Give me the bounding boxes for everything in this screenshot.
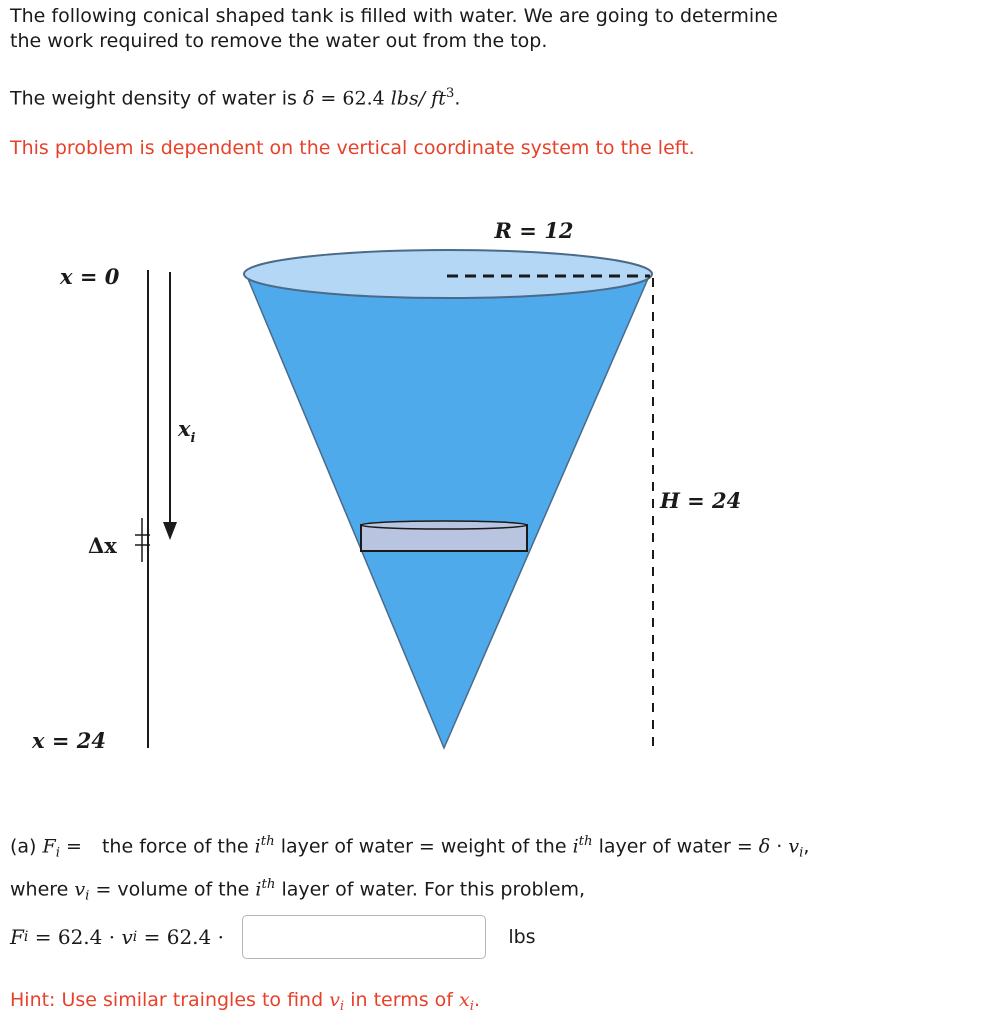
problem-intro <box>10 4 910 54</box>
density-prefix: The weight density of water is <box>10 87 303 110</box>
hint-text: Hint: Use similar traingles to find $v_i$ in terms of $x_i$. <box>10 989 481 1014</box>
x-24-label: x = 24 <box>32 728 106 753</box>
radius-label: R = 12 <box>494 218 574 243</box>
density-suffix: . <box>454 87 461 110</box>
xi-label: $x_i$ <box>178 416 196 446</box>
water-slice-top <box>361 521 527 529</box>
cone-water-body <box>246 274 650 748</box>
coordinate-note: This problem is dependent on the vertical coordinate system to the left. <box>10 137 695 159</box>
cone-tank-figure <box>0 200 990 770</box>
delta-symbol: δ <box>302 87 315 110</box>
part-a-line-1: (a) $F_i$ = the force of the $i^{th}$ layer of water = weight of the $i^{th}$ layer of water = $\delta \cdot v_i$, <box>10 834 810 861</box>
cone-top-surface <box>244 250 652 298</box>
xi-arrowhead-icon <box>163 522 177 540</box>
part-a-statement <box>10 826 985 913</box>
answer-row: F i = 62.4 · v i = 62.4 · lbs <box>10 914 536 960</box>
height-label: H = 24 <box>660 488 742 513</box>
dx-label: Δx <box>88 533 117 558</box>
density-exponent: 3 <box>445 86 455 101</box>
density-value: = 62.4 <box>314 87 391 110</box>
answer-lhs-F: F <box>10 925 24 949</box>
units-label: lbs <box>508 926 536 948</box>
density-statement <box>10 80 460 112</box>
part-a-line-2: where $v_i$ = volume of the $i^{th}$ layer of water. For this problem, <box>10 877 586 904</box>
intro-line-2: the work required to remove the water out from the top. <box>10 30 548 52</box>
force-answer-input[interactable] <box>242 915 486 959</box>
density-unit: lbs/ ft <box>390 87 446 110</box>
intro-line-1: The following conical shaped tank is filled with water. We are going to determine <box>10 5 778 27</box>
x-zero-label: x = 0 <box>60 264 120 289</box>
